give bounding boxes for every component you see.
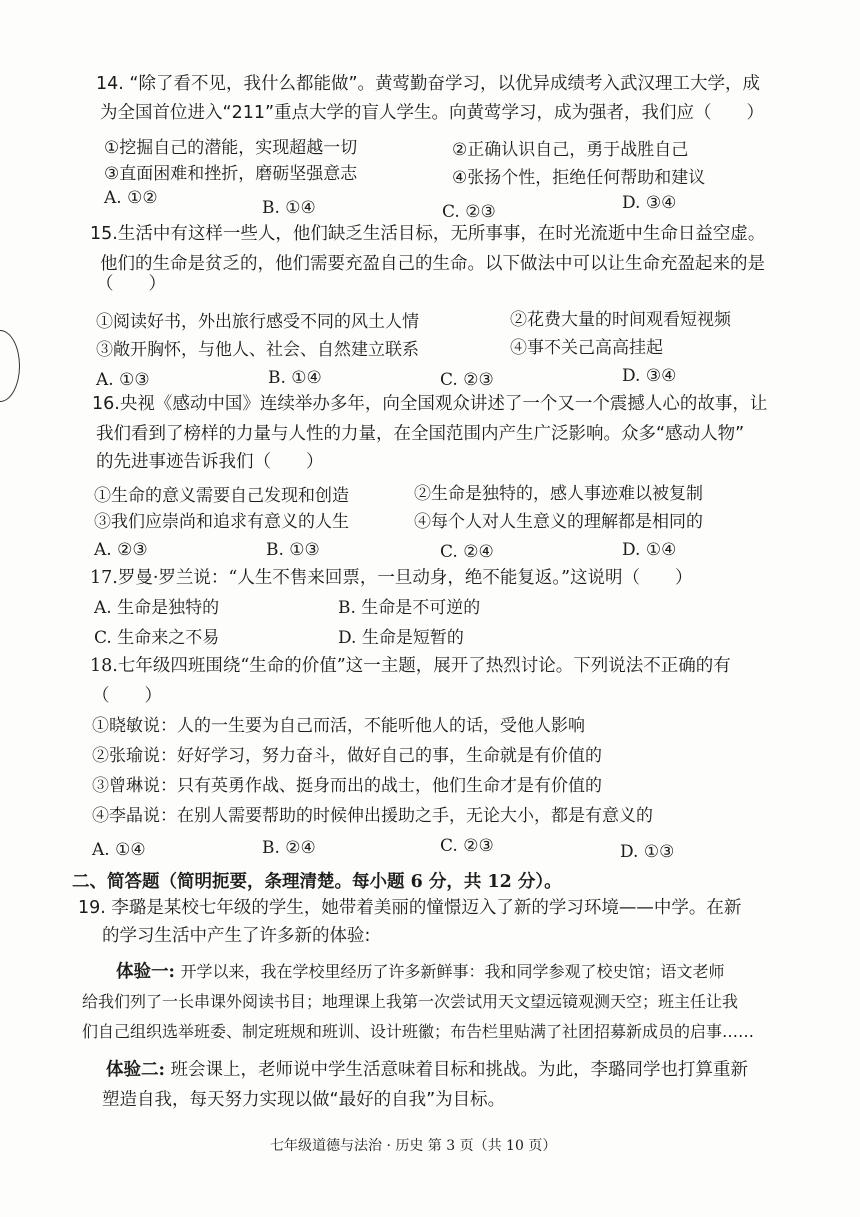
q19-experience1-line3: 们自己组织选举班委、制定班规和班训、设计班徽；布告栏里贴满了社团招募新成员的启事…… <box>82 1022 755 1041</box>
page-footer: 七年级道德与法治 · 历史 第 3 页（共 10 页） <box>270 1138 557 1154</box>
q18-option-d: D. ①③ <box>620 842 675 862</box>
q15-option-b: B. ①④ <box>268 368 322 388</box>
q14-option-b: B. ①④ <box>262 198 316 218</box>
q17-stem-line1: 17.罗曼·罗兰说：“人生不售来回票，一旦动身，绝不能复返。”这说明（ ） <box>90 568 693 588</box>
q14-choice-2: ②正确认识自己，勇于战胜自己 <box>452 140 689 160</box>
q16-option-d: D. ①④ <box>622 540 677 560</box>
q17-option-b: B. 生命是不可逆的 <box>338 598 481 618</box>
q16-choice-3: ③我们应崇尚和追求有意义的人生 <box>94 512 349 532</box>
q16-choice-1: ①生命的意义需要自己发现和创造 <box>94 486 349 506</box>
q15-choice-1: ①阅读好书，外出旅行感受不同的风土人情 <box>96 312 419 332</box>
q18-stem-line1: 18.七年级四班围绕“生命的价值”这一主题，展开了热烈讨论。下列说法不正确的有 <box>90 656 731 676</box>
binding-hole-mark <box>0 330 20 402</box>
q16-choice-2: ②生命是独特的，感人事迹难以被复制 <box>414 484 703 504</box>
q16-option-a: A. ②③ <box>94 540 148 560</box>
q15-stem-line2: 他们的生命是贫乏的，他们需要充盈自己的生命。以下做法中可以让生命充盈起来的是 <box>100 254 765 274</box>
q14-option-d: D. ③④ <box>622 193 677 213</box>
q16-stem-line2: 我们看到了榜样的力量与人性的力量，在全国范围内产生广泛影响。众多“感动人物” <box>96 424 745 444</box>
q14-option-c: C. ②③ <box>442 202 496 222</box>
q18-choice-4: ④李晶说：在别人需要帮助的时候伸出援助之手，无论大小，都是有意义的 <box>92 806 653 826</box>
experience2-label: 体验二: <box>106 1060 165 1080</box>
q14-choice-1: ①挖掘自己的潜能，实现超越一切 <box>104 138 358 158</box>
q15-answer-paren: （ ） <box>96 274 166 294</box>
experience1-text: 开学以来，我在学校里经历了许多新鲜事：我和同学参观了校史馆；语文老师 <box>180 962 725 981</box>
q15-choice-3: ③敞开胸怀，与他人、社会、自然建立联系 <box>96 340 419 360</box>
q15-option-c: C. ②③ <box>440 370 494 390</box>
q16-option-b: B. ①③ <box>266 540 320 560</box>
q15-choice-4: ④事不关己高高挂起 <box>510 338 663 358</box>
q19-experience2-line1 <box>102 1060 748 1081</box>
q16-stem-line3: 的先进事迹告诉我们（ ） <box>96 452 324 472</box>
q18-option-c: C. ②③ <box>440 836 494 856</box>
q17-option-a: A. 生命是独特的 <box>94 598 220 618</box>
q18-choice-2: ②张瑜说：好好学习，努力奋斗，做好自己的事，生命就是有价值的 <box>92 746 602 766</box>
q17-option-d: D. 生命是短暂的 <box>338 628 464 648</box>
q16-stem-line1: 16.央视《感动中国》连续举办多年，向全国观众讲述了一个又一个震撼人心的故事，让 <box>92 394 768 414</box>
q19-stem-line1: 19. 李璐是某校七年级的学生，她带着美丽的憧憬迈入了新的学习环境——中学。在新 <box>78 898 742 918</box>
q18-answer-paren: （ ） <box>92 686 162 706</box>
q14-stem-line2: 为全国首位进入“211”重点大学的盲人学生。向黄莺学习，成为强者，我们应（ ） <box>100 103 765 123</box>
q16-option-c: C. ②④ <box>440 542 494 562</box>
q14-choice-4: ④张扬个性，拒绝任何帮助和建议 <box>452 168 706 188</box>
experience1-label: 体验一: <box>116 962 175 982</box>
q19-experience1-line1 <box>102 962 725 983</box>
q19-stem-line2: 的学习生活中产生了许多新的体验: <box>102 926 371 946</box>
q14-option-a: A. ①② <box>104 188 158 208</box>
q19-experience1-line2: 给我们列了一长串课外阅读书目；地理课上我第一次尝试用天文望远镜观测天空；班主任让我 <box>82 992 739 1011</box>
q15-stem-line1: 15.生活中有这样一些人，他们缺乏生活目标，无所事事，在时光流逝中生命日益空虚。 <box>90 224 766 244</box>
q17-option-c: C. 生命来之不易 <box>94 628 220 648</box>
q14-choice-3: ③直面困难和挫折，磨砺坚强意志 <box>104 164 358 184</box>
q16-choice-4: ④每个人对人生意义的理解都是相同的 <box>414 512 703 532</box>
q18-option-b: B. ②④ <box>262 838 316 858</box>
q18-choice-1: ①晓敏说：人的一生要为自己而活，不能听他人的话，受他人影响 <box>92 716 585 736</box>
q18-choice-3: ③曾琳说：只有英勇作战、挺身而出的战士，他们生命才是有价值的 <box>92 776 602 796</box>
experience2-text: 班会课上，老师说中学生活意味着目标和挑战。为此，李璐同学也打算重新 <box>170 1060 749 1080</box>
q18-option-a: A. ①④ <box>92 840 146 860</box>
q19-experience2-line2: 塑造自我，每天努力实现以做“最好的自我”为目标。 <box>102 1090 506 1110</box>
q14-stem-line1: 14. “除了看不见，我什么都能做”。黄莺勤奋学习，以优异成绩考入武汉理工大学，成 <box>96 74 761 94</box>
q15-option-a: A. ①③ <box>96 370 150 390</box>
q15-choice-2: ②花费大量的时间观看短视频 <box>510 310 731 330</box>
section-heading-short-answer: 二、简答题（简明扼要，条理清楚。每小题 6 分，共 12 分）。 <box>72 872 562 892</box>
q15-option-d: D. ③④ <box>622 366 677 386</box>
